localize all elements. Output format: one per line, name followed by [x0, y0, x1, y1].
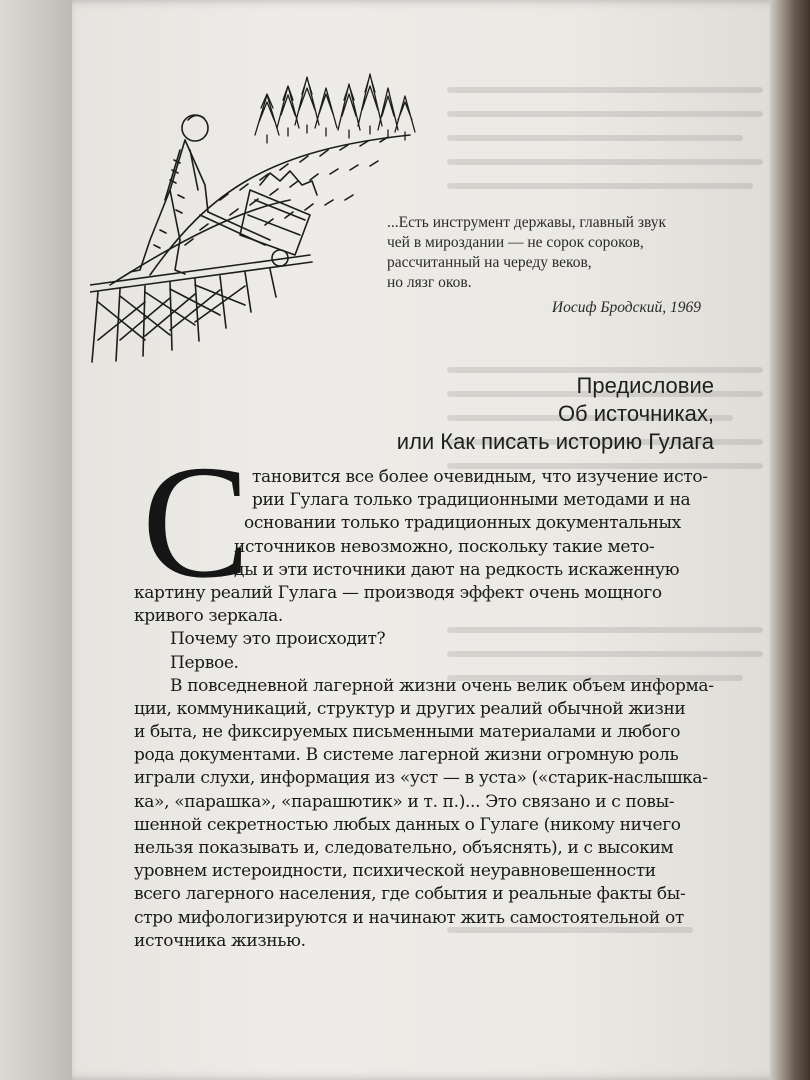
text-line: ды и эти источники дают на редкость искаженную	[234, 559, 680, 580]
book-cover-edge	[0, 0, 80, 1080]
epigraph-line: но лязг оков.	[387, 274, 472, 291]
text-line: и быта, не фиксируемых письменными материалами и любого	[134, 722, 681, 743]
text-line: ции, коммуникаций, структур и других реалий обычной жизни	[134, 698, 686, 719]
heading-line-3: или Как писать историю Гулага	[396, 429, 714, 454]
text-line: рода документами. В системе лагерной жизни огромную роль	[134, 745, 679, 766]
heading-line-2: Об источниках,	[557, 401, 714, 426]
wheelbarrow-worker-illustration	[90, 40, 420, 370]
text-line: тановится все более очевидным, что изучение исто-	[252, 467, 708, 487]
text-line: источника жизнью.	[134, 930, 306, 951]
text-line: Почему это происходит?	[170, 629, 386, 650]
text-line: основании только традиционных документальных	[244, 513, 681, 534]
text-line: всего лагерного населения, где события и реальные факты бы-	[134, 884, 686, 905]
epigraph	[387, 213, 717, 318]
text-line: играли слухи, информация из «уст — в уста» («старик-наслышка-	[134, 768, 708, 789]
chapter-heading	[194, 372, 714, 456]
text-line: ка», «парашка», «парашютик» и т. п.)... Это связано и с повы-	[134, 791, 675, 812]
text-line: рии Гулага только традиционными методами и на	[252, 490, 691, 511]
text-line: шенной секретностью любых данных о Гулаге (никому ничего	[134, 814, 681, 835]
drop-cap: С	[142, 433, 251, 612]
text-line: источников невозможно, поскольку такие мето-	[234, 536, 655, 557]
text-line: нельзя показывать и, следовательно, объяснять), и с высоким	[134, 838, 674, 858]
epigraph-line: чей в мироздании — не сорок сороков,	[387, 234, 644, 251]
text-line: Первое.	[170, 652, 239, 673]
text-line: уровнем истероидности, психической неуравновешенности	[134, 861, 656, 882]
epigraph-author: Иосиф Бродский, 1969	[551, 299, 701, 316]
page-gutter-shadow	[770, 0, 810, 1080]
text-line: кривого зеркала.	[134, 606, 283, 627]
epigraph-line: ...Есть инструмент державы, главный звук	[387, 214, 667, 231]
text-line: стро мифологизируются и начинают жить самостоятельной от	[134, 907, 684, 928]
heading-line-1: Предисловие	[576, 373, 714, 398]
text-line: В повседневной лагерной жизни очень велик объем информа-	[170, 675, 714, 696]
epigraph-line: рассчитанный на череду веков,	[387, 254, 592, 271]
text-line: картину реалий Гулага — производя эффект очень мощного	[134, 582, 662, 603]
body-text	[134, 466, 730, 953]
